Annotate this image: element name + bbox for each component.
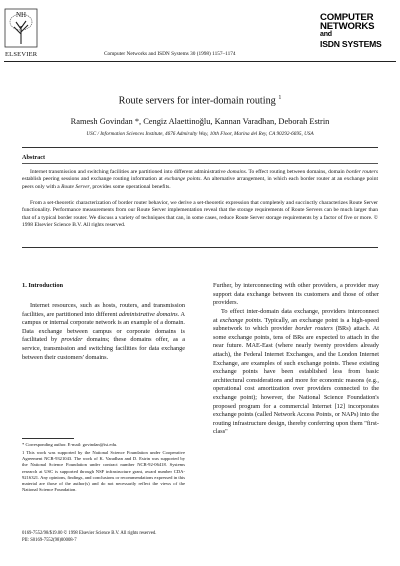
title-text: Route servers for inter-domain routing — [118, 95, 276, 107]
abstract-paragraph: Internet transmission and switching facilities are partitioned into different administrative domains. To effect routing between domains, domain border routers establish peering sessions and exchange routing information at exchange points. An alternative arrangement, in which each border router at an exchange point peers only with a Route Server, provides some operational benefits. — [22, 169, 378, 190]
footnote-funding: 1 This work was supported by the National Science Foundation under Cooperative Agreement NCR-9321043. The work of K. Varadhan and D. Estrin was supported by the National Science Foundation under contract number NCR-92-06418. Systems research at USC is supported through NSF infrastructure grant, award number CDA-9216321. Any opinions, findings, and conclusions or recommendations expressed in this material are those of the author(s) and do not necessarily reflect the views of the National Science Foundation. — [22, 450, 185, 493]
footnote-divider — [22, 438, 74, 439]
brand-line: NETWORKS — [320, 20, 375, 32]
author-affiliation: USC / Information Sciences Institute, 4676 Admiralty Way, 10th Floor, Marina del Rey, CA 90292-6695, USA — [86, 131, 314, 137]
copyright-line: 0169-7552/98/$19.00 © 1998 Elsevier Science B.V. All rights reserved. — [22, 531, 157, 536]
title-footnote-mark: 1 — [278, 95, 282, 101]
journal-citation: Computer Networks and ISDN Systems 30 (1998) 1157–1174 — [104, 51, 236, 57]
brand-line: ISDN SYSTEMS — [320, 38, 382, 49]
intro-right-paragraph: To effect inter-domain data exchange, providers interconnect at exchange points. Typically, an exchange point is a high-speed subnetwork to which provider border routers (BRs) attach. At some exchange points, tens of BRs are expected to attach in the near future. MAE-East (where nearly twenty providers already attach), the Federal Internet Exchanges, and the London Internet Exchange, are examples of such exchange points. These existing exchange points have been established less from basic architectural considerations and more for economic reasons (e.g., operational cost amortization over providers connected to the exchange point); however, the National Science Foundation's proposed program for a commercial Internet [12] incorporates exchange points (called Network Access Points, or NAPs) into the routing infrastructure design, thereby conferring upon them "first-class" — [213, 308, 379, 436]
footnote-corresponding-author: * Corresponding author. E-mail: govindan@isi.edu. — [22, 442, 118, 447]
abstract-paragraph: From a set-theoretic characterization of border router behavior, we derive a set-theoretic expression that completely and succinctly characterizes Route Server functionality. Performance measurements from our Route Server implementation reveal that the storage requirements of Route Servers can be much larger than that of a typical border router. We discuss a variety of techniques that can, in some cases, reduce Route Server storage requirements by a factor of five or more. © 1998 Elsevier Science B.V. All rights reserved. — [22, 200, 378, 228]
journal-brand — [320, 14, 394, 48]
elsevier-tree-logo — [4, 8, 38, 48]
author-list: Ramesh Govindan *, Cengiz Alaettinoğlu, Kannan Varadhan, Deborah Estrin — [70, 117, 330, 126]
article-title — [0, 95, 400, 106]
section-heading: 1. Introduction — [22, 282, 64, 289]
abstract-heading-rule — [22, 163, 378, 164]
svg-text:NH: NH — [15, 11, 27, 19]
publisher-name: ELSEVIER — [5, 51, 38, 58]
abstract-heading: Abstract — [22, 154, 46, 161]
intro-right-paragraph: Further, by interconnecting with other providers, a provider may support data exchange between its customers and those of other providers. — [213, 282, 379, 307]
intro-left-paragraph: Internet resources, such as hosts, routers, and transmission facilities, are partitioned into different administrative domains. A campus or internal corporate network is an example of a domain. Data exchange between campus or corporate domains is facilitated by provider domains; these domains offer, as a service, transmission and switching facilities for data exchange between their customers' domains. — [22, 302, 185, 361]
header-divider — [4, 61, 396, 62]
abstract-top-rule — [22, 147, 378, 148]
brand-line: and — [320, 31, 332, 39]
pii-line: PII: S0169-7552(98)00008-7 — [22, 538, 77, 543]
brand-line: COMPUTER — [320, 12, 374, 23]
abstract-bottom-rule — [22, 247, 378, 248]
